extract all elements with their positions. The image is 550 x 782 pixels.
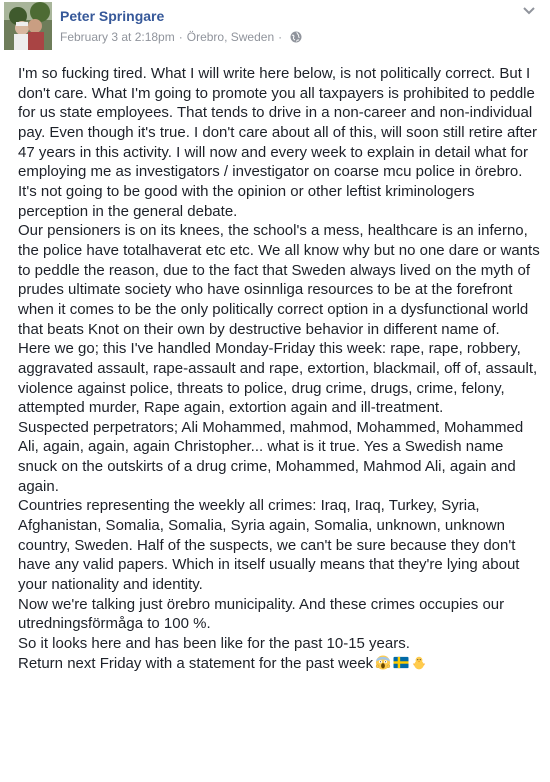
avatar-photo-icon (4, 2, 52, 50)
post-paragraph: Suspected perpetrators; Ali Mohammed, mahmod, Mohammed, Mohammed Ali, again, again, again Christopher... what is it true. Yes a Swedish name snuck on the outskirts of a drug crime, Mohammed, Mahmod Ali, again and again. (18, 418, 524, 495)
globe-icon[interactable] (290, 31, 302, 43)
chevron-down-icon[interactable] (522, 6, 536, 16)
chick-emoji (411, 655, 427, 670)
post-paragraph: Countries representing the weekly all crimes: Iraq, Iraq, Turkey, Syria, Afghanistan, Somalia, Somalia, Syria again, Somalia, unknown, unknown country, Sweden. Half of the suspects, we can't be sure because they don't have any valid papers. Which in itself usually means that they're lying about your nationality and identity. (18, 497, 520, 594)
post-meta (60, 30, 302, 44)
post-paragraph: Our pensioners is on its knees, the school's a mess, healthcare is an inferno, the police have totalhaverat etc etc. We all know why but no one dare or wants to peddle the reason, due to the fact that Sweden always lived on the myth of prudes ultimate society who have osinnliga resources to be at the forefront when it comes to be the only politically correct option in a dysfunctional world that beats Knot on their own by destructive behavior in different name of. (18, 222, 540, 338)
post-paragraph: Now we're talking just örebro municipality. And these crimes occupies our utredningsförmåga to 100 %. (18, 595, 505, 633)
post-paragraph: I'm so fucking tired. What I will write here below, is not politically correct. But I don't care. What I'm going to promote you all taxpayers is prohibited to peddle for us state employees. That tends to drive in a non-career and non-individual pay. Even though it's true. I don't care about all of this, will soon still retire after 47 years in this activity. I will now and every week to explain in detail what for employing me as investigators / investigator on coarse mcu police in örebro. It's not going to be good with the opinion or other leftist kriminologers perception in the general debate. (18, 65, 538, 220)
author-name-link[interactable]: Peter Springare (60, 8, 165, 24)
post-timestamp[interactable]: February 3 at 2:18pm (60, 30, 175, 44)
post-header (4, 2, 544, 56)
post-paragraph-text: Return next Friday with a statement for the past week (18, 654, 374, 672)
screaming-face-emoji (375, 655, 391, 670)
post-paragraph-last (18, 654, 544, 674)
avatar[interactable] (4, 2, 52, 50)
sweden-flag-emoji (393, 655, 409, 670)
meta-separator: · (178, 30, 183, 44)
post-body (18, 64, 544, 673)
post-location[interactable]: Örebro, Sweden (186, 30, 275, 44)
post-paragraph: So it looks here and has been like for the past 10-15 years. (18, 635, 410, 653)
post-paragraph: Here we go; this I've handled Monday-Friday this week: rape, rape, robbery, aggravated assault, rape-assault and rape, extortion, blackmail, off of, assault, violence against police, threats to police, drug crime, drugs, crime, felony, attempted murder, Rape again, extortion again and ill-treatment. (18, 340, 538, 417)
meta-separator-2: · (278, 30, 283, 44)
